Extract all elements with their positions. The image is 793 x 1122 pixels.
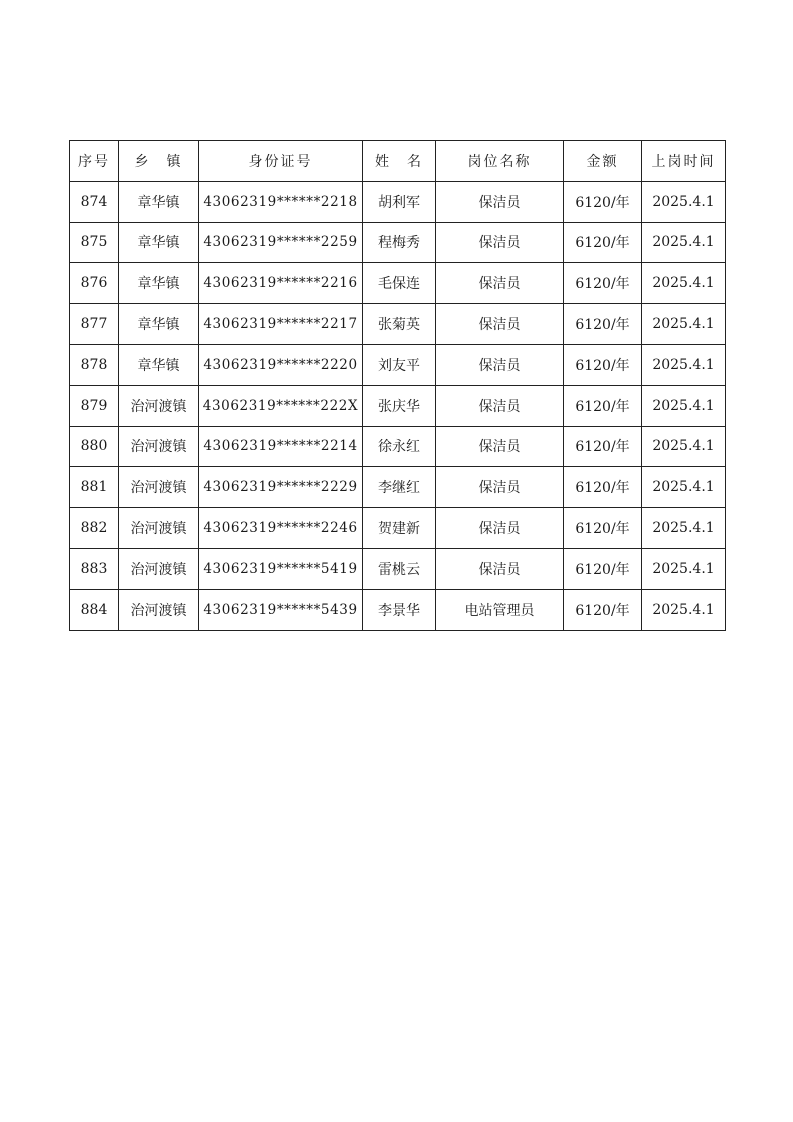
cell-start-date: 2025.4.1: [642, 385, 726, 426]
cell-amount: 6120/年: [564, 263, 642, 304]
header-start-date: 上岗时间: [642, 141, 726, 182]
cell-position: 保洁员: [436, 263, 564, 304]
cell-town: 治河渡镇: [119, 548, 199, 589]
cell-town: 章华镇: [119, 304, 199, 345]
header-name: 姓 名: [363, 141, 436, 182]
cell-position: 保洁员: [436, 508, 564, 549]
cell-seq: 874: [70, 181, 119, 222]
table-header-row: [70, 141, 726, 182]
table-row: [70, 222, 726, 263]
cell-name: 张庆华: [363, 385, 436, 426]
table-row: [70, 304, 726, 345]
cell-amount: 6120/年: [564, 589, 642, 630]
cell-id-number: 43062319******2214: [199, 426, 363, 467]
cell-town: 章华镇: [119, 344, 199, 385]
cell-name: 毛保连: [363, 263, 436, 304]
cell-seq: 876: [70, 263, 119, 304]
cell-seq: 884: [70, 589, 119, 630]
cell-position: 保洁员: [436, 467, 564, 508]
table-row: [70, 385, 726, 426]
cell-id-number: 43062319******5419: [199, 548, 363, 589]
cell-start-date: 2025.4.1: [642, 426, 726, 467]
cell-name: 胡利军: [363, 181, 436, 222]
header-position: 岗位名称: [436, 141, 564, 182]
cell-town: 章华镇: [119, 181, 199, 222]
cell-id-number: 43062319******2217: [199, 304, 363, 345]
cell-start-date: 2025.4.1: [642, 589, 726, 630]
cell-id-number: 43062319******2259: [199, 222, 363, 263]
cell-seq: 875: [70, 222, 119, 263]
cell-town: 治河渡镇: [119, 589, 199, 630]
header-id-number: 身份证号: [199, 141, 363, 182]
cell-seq: 883: [70, 548, 119, 589]
cell-town: 章华镇: [119, 263, 199, 304]
cell-seq: 879: [70, 385, 119, 426]
cell-amount: 6120/年: [564, 508, 642, 549]
personnel-table: [69, 140, 726, 631]
cell-seq: 881: [70, 467, 119, 508]
cell-start-date: 2025.4.1: [642, 508, 726, 549]
cell-town: 治河渡镇: [119, 426, 199, 467]
cell-amount: 6120/年: [564, 467, 642, 508]
cell-id-number: 43062319******2229: [199, 467, 363, 508]
header-seq: 序号: [70, 141, 119, 182]
cell-seq: 878: [70, 344, 119, 385]
cell-name: 徐永红: [363, 426, 436, 467]
table-row: [70, 467, 726, 508]
table-row: [70, 263, 726, 304]
cell-position: 保洁员: [436, 304, 564, 345]
cell-position: 保洁员: [436, 385, 564, 426]
cell-amount: 6120/年: [564, 426, 642, 467]
cell-seq: 877: [70, 304, 119, 345]
cell-amount: 6120/年: [564, 181, 642, 222]
cell-id-number: 43062319******2246: [199, 508, 363, 549]
cell-name: 程梅秀: [363, 222, 436, 263]
cell-town: 治河渡镇: [119, 385, 199, 426]
table-row: [70, 589, 726, 630]
cell-start-date: 2025.4.1: [642, 263, 726, 304]
cell-name: 贺建新: [363, 508, 436, 549]
cell-position: 保洁员: [436, 426, 564, 467]
cell-id-number: 43062319******2218: [199, 181, 363, 222]
cell-id-number: 43062319******222X: [199, 385, 363, 426]
cell-position: 保洁员: [436, 548, 564, 589]
cell-position: 电站管理员: [436, 589, 564, 630]
cell-name: 李景华: [363, 589, 436, 630]
cell-amount: 6120/年: [564, 385, 642, 426]
cell-id-number: 43062319******2216: [199, 263, 363, 304]
cell-start-date: 2025.4.1: [642, 344, 726, 385]
cell-position: 保洁员: [436, 181, 564, 222]
cell-seq: 880: [70, 426, 119, 467]
cell-name: 雷桃云: [363, 548, 436, 589]
cell-town: 章华镇: [119, 222, 199, 263]
cell-start-date: 2025.4.1: [642, 222, 726, 263]
cell-name: 李继红: [363, 467, 436, 508]
table-row: [70, 508, 726, 549]
cell-town: 治河渡镇: [119, 467, 199, 508]
cell-start-date: 2025.4.1: [642, 181, 726, 222]
cell-name: 张菊英: [363, 304, 436, 345]
cell-id-number: 43062319******5439: [199, 589, 363, 630]
cell-amount: 6120/年: [564, 548, 642, 589]
cell-seq: 882: [70, 508, 119, 549]
cell-name: 刘友平: [363, 344, 436, 385]
cell-amount: 6120/年: [564, 304, 642, 345]
cell-position: 保洁员: [436, 344, 564, 385]
cell-start-date: 2025.4.1: [642, 304, 726, 345]
table-row: [70, 426, 726, 467]
table-row: [70, 344, 726, 385]
header-amount: 金额: [564, 141, 642, 182]
cell-amount: 6120/年: [564, 344, 642, 385]
header-town: 乡 镇: [119, 141, 199, 182]
cell-id-number: 43062319******2220: [199, 344, 363, 385]
cell-start-date: 2025.4.1: [642, 548, 726, 589]
table-row: [70, 548, 726, 589]
cell-amount: 6120/年: [564, 222, 642, 263]
cell-town: 治河渡镇: [119, 508, 199, 549]
table-row: [70, 181, 726, 222]
cell-start-date: 2025.4.1: [642, 467, 726, 508]
cell-position: 保洁员: [436, 222, 564, 263]
